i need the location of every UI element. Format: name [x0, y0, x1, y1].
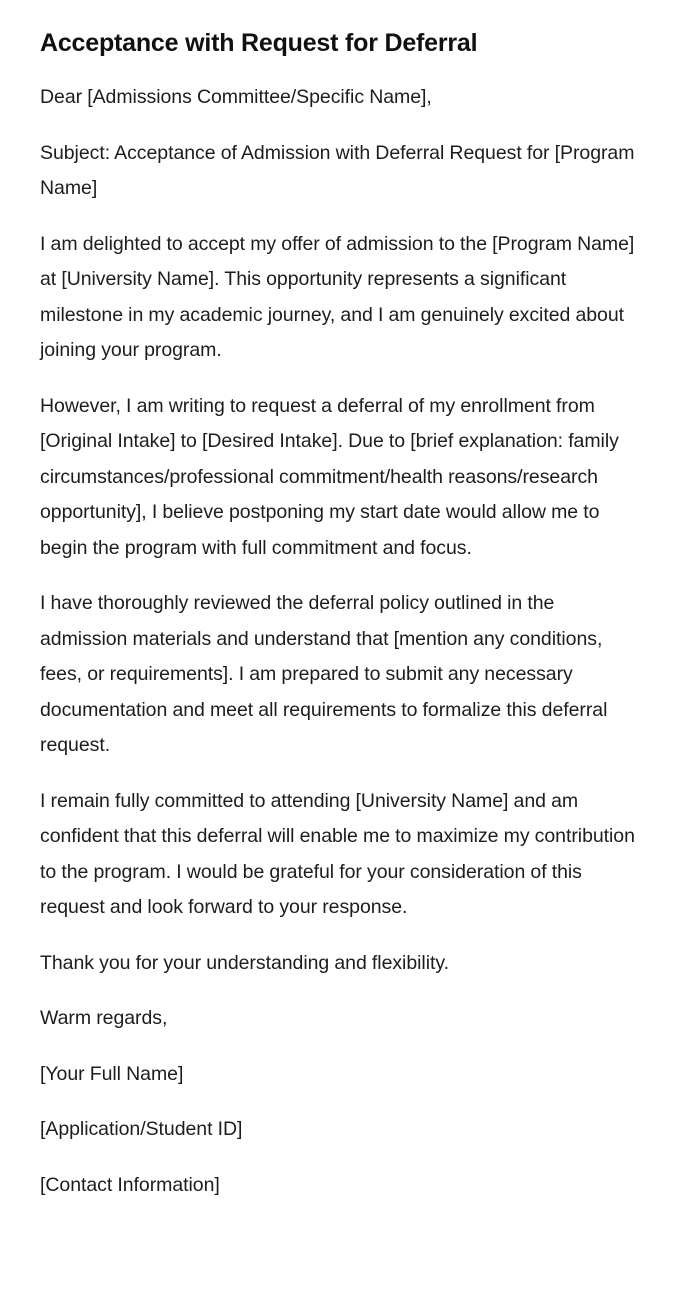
page-title: Acceptance with Request for Deferral — [40, 29, 478, 57]
letter-subject-line: Subject: Acceptance of Admission with Deferral Request for [Program Name] — [40, 141, 635, 199]
letter-paragraph-deferral-request: However, I am writing to request a deferral of my enrollment from [Original Intake] to [Desired Intake]. Due to [brief explanation: family circumstances/professional commitment/health reasons/research opportunity], I believe postponing my start date would allow me to begin the program with full commitment and focus. — [40, 394, 619, 559]
letter-paragraph-commitment: I remain fully committed to attending [University Name] and am confident that this deferral will enable me to maximize my contribution to the program. I would be grateful for your consideration of this request and look forward to your response. — [40, 789, 635, 918]
letter-salutation: Dear [Admissions Committee/Specific Name], — [40, 86, 432, 108]
letter-body — [40, 80, 640, 1203]
letter-signature-name: [Your Full Name] — [40, 1062, 184, 1085]
letter-signature-contact: [Contact Information] — [40, 1173, 220, 1196]
letter-signature-student-id: [Application/Student ID] — [40, 1118, 243, 1140]
letter-closing: Warm regards, — [40, 1007, 168, 1029]
letter-paragraph-acceptance: I am delighted to accept my offer of admission to the [Program Name] at [University Name]. This opportunity represents a significant milestone in my academic journey, and I am genuinely excited about joining your program. — [40, 232, 635, 361]
letter-paragraph-thanks: Thank you for your understanding and flexibility. — [40, 951, 449, 974]
letter-paragraph-policy-review: I have thoroughly reviewed the deferral policy outlined in the admission materials and understand that [mention any conditions, fees, or requirements]. I am prepared to submit any necessary documentation and meet all requirements to formalize this deferral request. — [40, 592, 608, 756]
